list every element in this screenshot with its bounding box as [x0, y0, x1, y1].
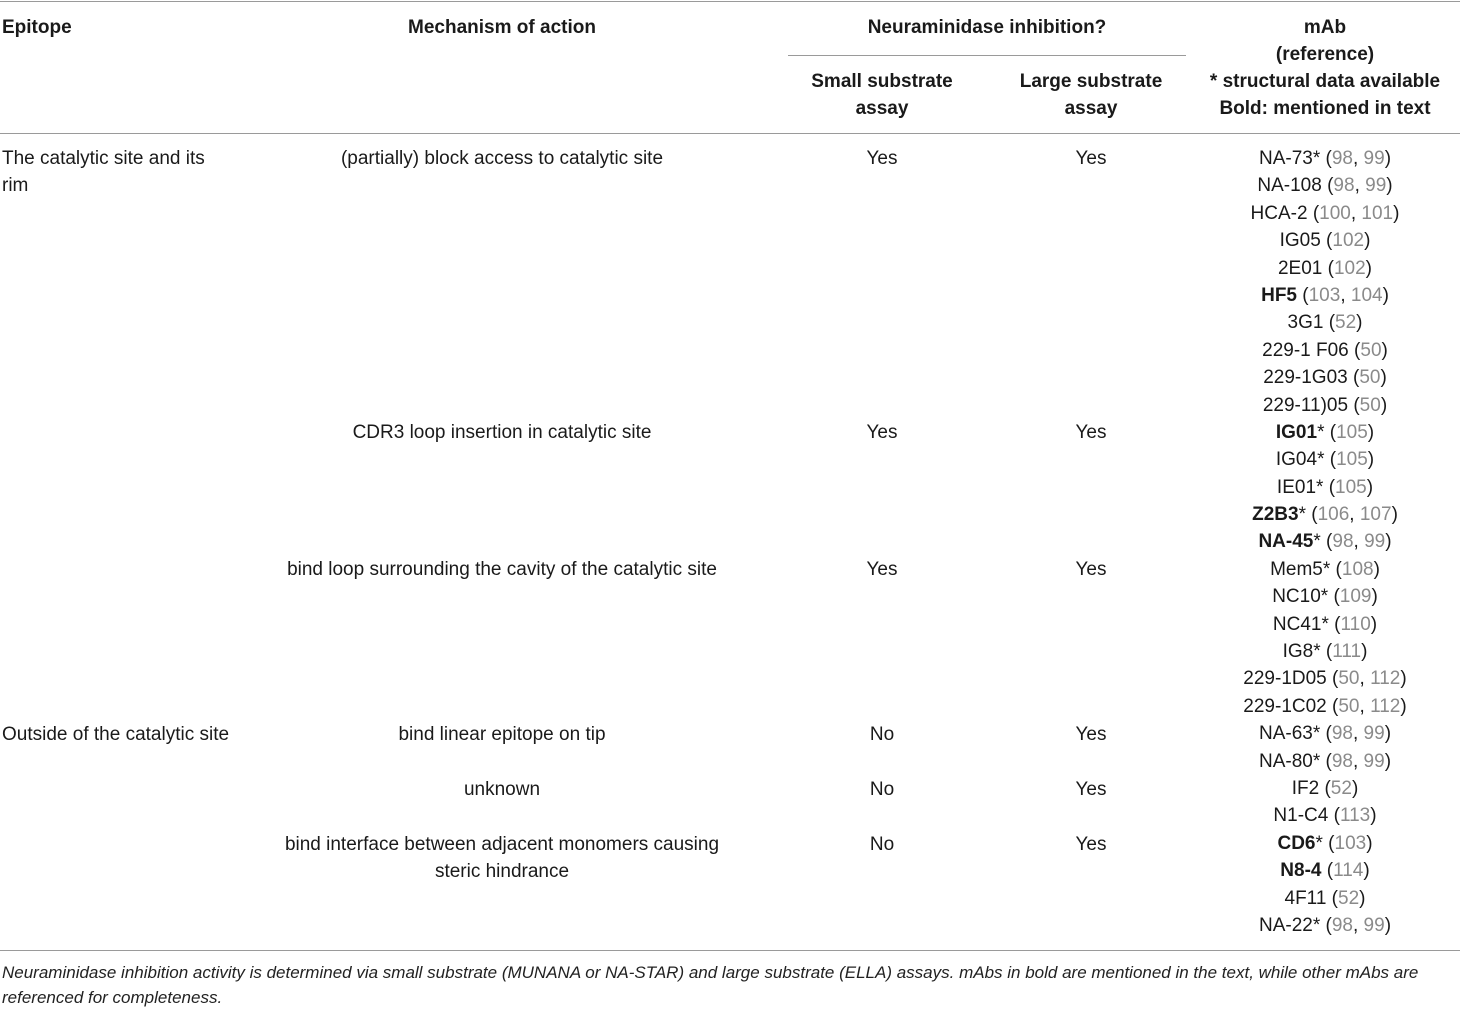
structural-data-star: * — [1322, 558, 1331, 580]
mab-name: Mem5 — [1270, 558, 1323, 580]
reference-link[interactable]: 105 — [1336, 449, 1368, 471]
inhibition-span-rule — [788, 55, 1186, 56]
header-inhibition: Neuraminidase inhibition? — [867, 17, 1107, 38]
small-assay-value: No — [869, 779, 895, 800]
large-assay-value: Yes — [1075, 779, 1107, 800]
mab-name: CD6 — [1277, 832, 1316, 854]
reference-link[interactable]: 111 — [1332, 641, 1362, 663]
mab-name: IE01 — [1276, 476, 1317, 498]
structural-data-star: * — [1317, 421, 1325, 443]
mab-name: NC10 — [1272, 586, 1321, 608]
reference-link[interactable]: 105 — [1336, 421, 1368, 443]
mab-list-item: IG04* (105) — [1275, 449, 1375, 471]
reference-link[interactable]: 99 — [1365, 175, 1387, 197]
reference-link[interactable]: 112 — [1370, 695, 1401, 717]
reference-link[interactable]: 99 — [1363, 723, 1385, 745]
epitope-outside-catalytic: Outside of the catalytic site — [2, 724, 230, 745]
reference-link[interactable]: 103 — [1334, 832, 1367, 854]
mab-name: 229-1D05 — [1243, 668, 1327, 690]
reference-link[interactable]: 98 — [1332, 531, 1354, 553]
small-assay-value: No — [869, 724, 895, 745]
reference-link[interactable]: 100 — [1319, 202, 1351, 224]
mab-name: NA-80 — [1258, 750, 1313, 772]
mechanism-bind-loop: bind loop surrounding the cavity of the catalytic site — [287, 559, 717, 580]
reference-link[interactable]: 104 — [1350, 284, 1383, 306]
mab-name: 4F11 — [1284, 887, 1327, 909]
mab-list-item: NC10* (109) — [1272, 586, 1378, 608]
reference-link[interactable]: 109 — [1339, 586, 1372, 608]
mab-list-item: 229-1G03 (50) — [1263, 367, 1387, 389]
reference-link[interactable]: 99 — [1363, 914, 1385, 936]
mab-list-item: 229-1 F06 (50) — [1262, 339, 1388, 361]
reference-link[interactable]: 50 — [1359, 367, 1381, 389]
header-mechanism: Mechanism of action — [408, 17, 596, 38]
mab-name: 229-1G03 — [1263, 367, 1348, 389]
reference-link[interactable]: 103 — [1308, 284, 1341, 306]
mab-name: NA-73 — [1258, 148, 1313, 169]
mab-list-item: 4F11 (52) — [1284, 887, 1366, 909]
mab-list-item: NA-45* (98, 99) — [1258, 531, 1392, 553]
mab-name: HF5 — [1261, 284, 1297, 306]
mab-list-item: IG8* (111) — [1282, 641, 1368, 663]
large-assay-value: Yes — [1075, 559, 1107, 580]
mab-name: NA-45 — [1258, 531, 1314, 553]
reference-link[interactable]: 113 — [1339, 805, 1371, 827]
mab-list-item: NA-108 (98, 99) — [1257, 175, 1393, 197]
structural-data-star: * — [1312, 723, 1321, 745]
reference-link[interactable]: 50 — [1360, 339, 1382, 361]
reference-link[interactable]: 98 — [1331, 148, 1353, 169]
mab-list-item: NA-63* (98, 99) — [1258, 723, 1392, 745]
mab-name: IG04 — [1275, 449, 1318, 471]
mab-list-item: NA-73* (98, 99) — [1258, 148, 1392, 169]
mab-list-item: N1-C4 (113) — [1273, 805, 1377, 827]
table-footnote: Neuraminidase inhibition activity is determined via small substrate (MUNANA or NA-STAR) and large substrate (ELLA) assays. mAbs in bold are mentioned in the text, while other mAbs are referenced for completeness. — [2, 963, 1419, 1007]
mab-list-item: 229-1D05 (50, 112) — [1243, 668, 1407, 690]
mab-name: 2E01 — [1277, 257, 1323, 279]
mab-name: IG8 — [1282, 641, 1314, 663]
table-top-rule — [0, 1, 1460, 2]
reference-link[interactable]: 52 — [1330, 777, 1352, 799]
mab-list-item: IG01* (105) — [1275, 421, 1375, 443]
large-assay-value: Yes — [1075, 834, 1107, 855]
structural-data-star: * — [1313, 531, 1321, 553]
reference-link[interactable]: 112 — [1370, 668, 1401, 690]
epitope-catalytic-site: The catalytic site and its rim — [2, 148, 205, 197]
mab-name: HCA-2 — [1250, 202, 1308, 224]
mab-name: N1-C4 — [1273, 805, 1329, 827]
mab-list-item: 229-11)05 (50) — [1262, 394, 1388, 416]
mab-list-item: IE01* (105) — [1276, 476, 1374, 498]
mab-list-item: HCA-2 (100, 101) — [1250, 202, 1400, 224]
mab-list-item: 3G1 (52) — [1287, 312, 1363, 334]
mab-list-item: 229-1C02 (50, 112) — [1243, 695, 1407, 717]
structural-data-star: * — [1321, 613, 1329, 635]
small-assay-value: Yes — [866, 559, 898, 580]
mab-reference-list — [1190, 145, 1460, 939]
mab-list-item: IF2 (52) — [1291, 777, 1359, 799]
header-large-substrate: Large substrate assay — [1019, 71, 1163, 119]
structural-data-star: * — [1313, 641, 1321, 663]
small-assay-value: No — [869, 834, 895, 855]
mab-name: IG05 — [1279, 230, 1321, 252]
reference-link[interactable]: 101 — [1361, 202, 1394, 224]
reference-link[interactable]: 114 — [1333, 860, 1364, 882]
reference-link[interactable]: 105 — [1335, 476, 1367, 498]
mab-name: 3G1 — [1287, 312, 1324, 334]
header-mab: mAb (reference) * structural data available Bold: mentioned in text — [1209, 17, 1441, 119]
mab-list-item: N8-4 (114) — [1280, 860, 1370, 882]
reference-link[interactable]: 50 — [1359, 394, 1381, 416]
mab-name: IG01 — [1275, 421, 1318, 443]
header-epitope: Epitope — [2, 17, 72, 38]
structural-data-star: * — [1298, 504, 1306, 526]
mab-name: IF2 — [1291, 777, 1320, 799]
structural-data-star: * — [1312, 750, 1321, 772]
reference-link[interactable]: 107 — [1359, 504, 1392, 526]
mab-list-item: Mem5* (108) — [1270, 558, 1380, 580]
reference-link[interactable]: 110 — [1340, 613, 1371, 635]
reference-link[interactable]: 102 — [1332, 230, 1365, 252]
reference-link[interactable]: 98 — [1331, 914, 1353, 936]
mab-list-item: IG05 (102) — [1279, 230, 1371, 252]
structural-data-star: * — [1315, 832, 1323, 854]
reference-link[interactable]: 99 — [1363, 750, 1385, 772]
reference-link[interactable]: 50 — [1338, 668, 1360, 690]
mab-list-item: NA-80* (98, 99) — [1258, 750, 1392, 772]
mab-name: NA-108 — [1257, 175, 1322, 197]
mab-list-item: NC41* (110) — [1272, 613, 1378, 635]
small-assay-value: Yes — [866, 148, 898, 169]
mab-list-item: NA-22* (98, 99) — [1258, 914, 1392, 936]
mab-list-item: 2E01 (102) — [1277, 257, 1372, 279]
reference-link[interactable]: 108 — [1341, 558, 1374, 580]
structural-data-star: * — [1312, 914, 1321, 936]
reference-link[interactable]: 99 — [1363, 148, 1385, 169]
mab-name: NA-63 — [1258, 723, 1313, 745]
large-assay-value: Yes — [1075, 422, 1107, 443]
small-assay-value: Yes — [866, 422, 898, 443]
structural-data-star: * — [1316, 476, 1324, 498]
table-bottom-rule — [0, 950, 1460, 951]
mab-list-item: Z2B3* (106, 107) — [1252, 504, 1398, 526]
reference-link[interactable]: 98 — [1331, 750, 1353, 772]
mab-name: 229-1C02 — [1243, 695, 1327, 717]
reference-link[interactable]: 52 — [1335, 312, 1357, 334]
reference-link[interactable]: 98 — [1333, 175, 1355, 197]
reference-link[interactable]: 50 — [1338, 695, 1360, 717]
mechanism-linear-epitope: bind linear epitope on tip — [398, 724, 606, 745]
mab-list-item: CD6* (103) — [1277, 832, 1373, 854]
mab-name: NC41 — [1272, 613, 1322, 635]
large-assay-value: Yes — [1075, 724, 1107, 745]
reference-link[interactable]: 98 — [1331, 723, 1353, 745]
mab-list-item: HF5 (103, 104) — [1261, 284, 1389, 306]
structural-data-star: * — [1312, 148, 1321, 169]
reference-link[interactable]: 99 — [1364, 531, 1386, 553]
reference-link[interactable]: 106 — [1317, 504, 1350, 526]
large-assay-value: Yes — [1075, 148, 1107, 169]
mab-name: N8-4 — [1280, 860, 1322, 882]
mab-name: 229-11)05 — [1262, 394, 1349, 416]
mab-name: Z2B3 — [1252, 504, 1299, 526]
mab-name: NA-22 — [1258, 914, 1313, 936]
mechanism-block-access: (partially) block access to catalytic site — [340, 148, 664, 169]
mechanism-unknown: unknown — [463, 779, 541, 800]
header-bottom-rule — [0, 133, 1460, 134]
mechanism-interface-monomers: bind interface between adjacent monomers causing steric hindrance — [284, 834, 720, 883]
mechanism-cdr3-loop: CDR3 loop insertion in catalytic site — [352, 422, 652, 443]
header-small-substrate: Small substrate assay — [811, 71, 953, 119]
reference-link[interactable]: 52 — [1338, 887, 1360, 909]
structural-data-star: * — [1317, 449, 1325, 471]
mab-name: 229-1 F06 — [1262, 339, 1349, 361]
reference-link[interactable]: 102 — [1333, 257, 1366, 279]
structural-data-star: * — [1320, 586, 1329, 608]
